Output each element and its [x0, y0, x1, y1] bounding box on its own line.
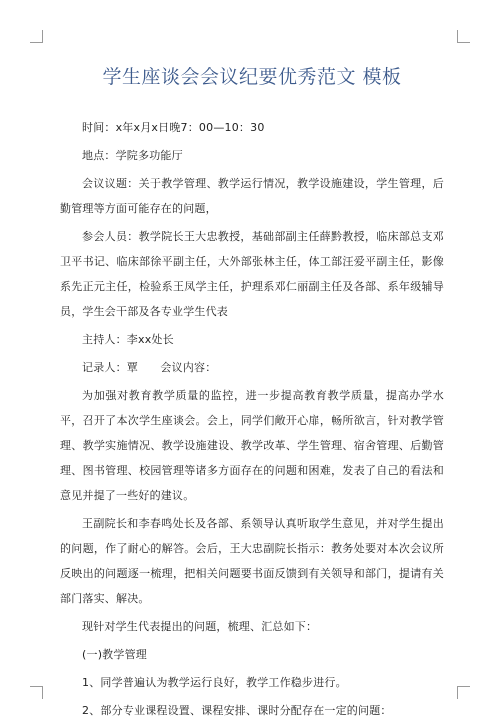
- meeting-time: 时间：x年x月x日晚7：00—10：30: [82, 121, 265, 134]
- document-page: [60, 62, 444, 726]
- issue-item-2: 2、部分专业课程设置、课程安排、课时分配存在一定的问题：: [82, 704, 392, 717]
- issues-summary-lead: 现针对学生代表提出的问题，梳理、汇总如下：: [82, 620, 318, 633]
- document-title: 学生座谈会会议纪要优秀范文 模板: [102, 66, 402, 88]
- meeting-host: 主持人：李xx处长: [82, 333, 174, 346]
- meeting-topic: 会议议题：关于教学管理、教学运行情况，教学设施建设，学生管理，后勤管理等方面可能存在的问题，: [60, 177, 444, 215]
- meeting-content-intro: 为加强对教育教学质量的监控，进一步提高教育教学质量，提高办学水平，召开了本次学生座谈会。会上，同学们敞开心扉，畅所欲言，针对教学管理、教学实施情况、教学设施建设、教学改革、学生管理、宿舍管理、后勤管理、图书管理、校园管理等诸多方面存在的问题和困难，发表了自己的看法和意见并提了一些好的建议。: [60, 389, 444, 502]
- meeting-attendees: 参会人员：教学院长王大忠教授，基础部副主任薛黔教授，临床部总支邓卫平书记、临床部徐平副主任，大外部张林主任，体工部汪爱平副主任，影像系先正元主任，检验系王凤学主任，护理系邓仁丽副主任及各部、系年级辅导员，学生会干部及各专业学生代表: [60, 230, 444, 318]
- meeting-location: 地点：学院多功能厅: [82, 149, 183, 162]
- section-heading-teaching-management: (一)教学管理: [82, 648, 147, 661]
- page-corner-mark-bottom-left: [30, 686, 43, 699]
- page-corner-mark-bottom-right: [457, 686, 470, 699]
- issue-item-1: 1、同学普遍认为教学运行良好，教学工作稳步进行。: [82, 676, 347, 689]
- meeting-recorder: 记录人：覃 会议内容：: [82, 361, 217, 374]
- meeting-content-response: 王副院长和李春鸣处长及各部、系领导认真听取学生意见，并对学生提出的问题，作了耐心的解答。会后，王大忠副院长指示：教务处要对本次会议所反映出的问题逐一梳理，把相关问题要书面反馈到有关领导和部门，提请有关部门落实、解决。: [60, 517, 444, 605]
- page-corner-mark-top-left: [30, 30, 43, 43]
- page-corner-mark-top-right: [457, 30, 470, 43]
